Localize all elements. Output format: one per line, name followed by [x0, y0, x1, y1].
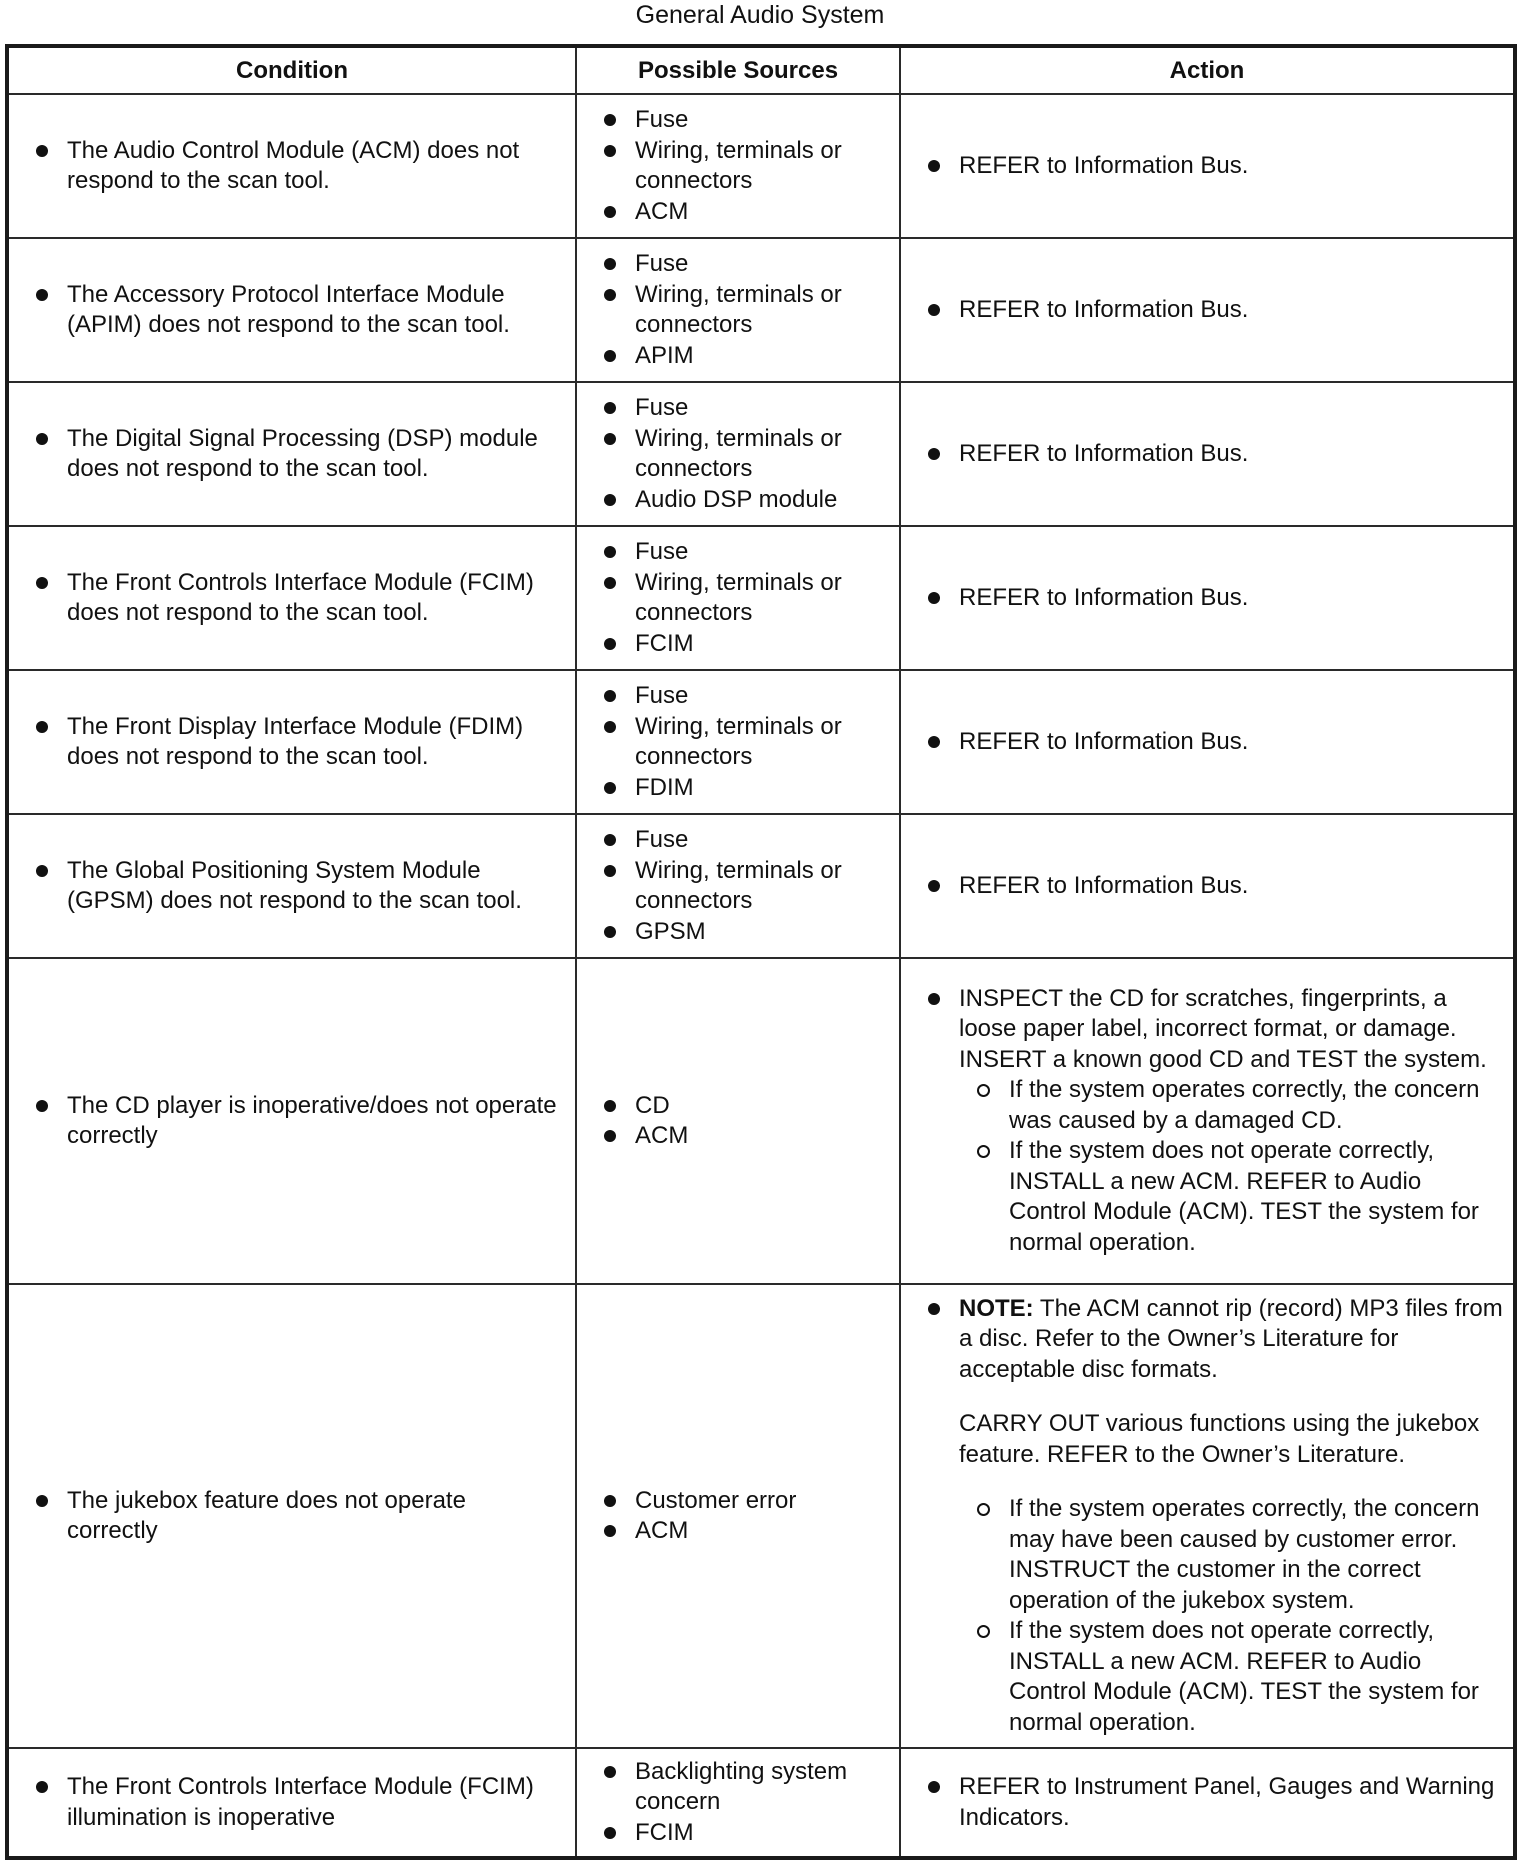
header-action: Action: [900, 46, 1515, 94]
action-cell: [900, 1284, 1515, 1748]
action-subitem: If the system operates correctly, the concern may have been caused by customer error. INSTRUCT the customer in the correct operation of the jukebox system.: [1009, 1494, 1505, 1616]
action-cell: [900, 238, 1515, 382]
condition-text: The Global Positioning System Module (GPSM) does not respond to the scan tool.: [67, 856, 563, 917]
source-item: Fuse: [635, 537, 891, 568]
action-cell: [900, 382, 1515, 526]
condition-cell: [7, 1748, 576, 1858]
condition-cell: [7, 814, 576, 958]
table-row: [7, 382, 1515, 526]
action-cell: [900, 958, 1515, 1284]
action-cell: [900, 1748, 1515, 1858]
table-header-row: [7, 46, 1515, 94]
source-item: Fuse: [635, 393, 891, 424]
source-item: Wiring, terminals or connectors: [635, 136, 891, 197]
source-item: FDIM: [635, 773, 891, 804]
condition-text: The Audio Control Module (ACM) does not respond to the scan tool.: [67, 136, 563, 197]
note-paragraph: [959, 1294, 1505, 1386]
condition-text: The Front Controls Interface Module (FCIM) does not respond to the scan tool.: [67, 568, 563, 629]
source-item: Fuse: [635, 681, 891, 712]
action-text: REFER to Information Bus.: [959, 295, 1505, 326]
source-item: Customer error: [635, 1486, 891, 1517]
action-cell: [900, 814, 1515, 958]
table-row: [7, 238, 1515, 382]
condition-text: The Front Controls Interface Module (FCIM) illumination is inoperative: [67, 1772, 563, 1833]
sources-cell: [576, 94, 900, 238]
source-item: Fuse: [635, 249, 891, 280]
action-text: REFER to Information Bus.: [959, 727, 1505, 758]
sources-cell: [576, 1284, 900, 1748]
note-label: NOTE:: [959, 1294, 1034, 1322]
action-cell: [900, 94, 1515, 238]
action-text: REFER to Information Bus.: [959, 871, 1505, 902]
condition-cell: [7, 670, 576, 814]
source-item: FCIM: [635, 1818, 891, 1849]
note-text: The ACM cannot rip (record) MP3 files from a disc. Refer to the Owner’s Literature for acceptable disc formats.: [959, 1294, 1503, 1383]
action-cell: [900, 670, 1515, 814]
source-item: CD: [635, 1091, 891, 1122]
action-text: REFER to Information Bus.: [959, 151, 1505, 182]
action-subitem: If the system does not operate correctly, INSTALL a new ACM. REFER to Audio Control Module (ACM). TEST the system for normal operation.: [1009, 1616, 1505, 1738]
condition-cell: [7, 382, 576, 526]
condition-text: The Front Display Interface Module (FDIM) does not respond to the scan tool.: [67, 712, 563, 773]
sources-cell: [576, 526, 900, 670]
condition-text: The Accessory Protocol Interface Module (APIM) does not respond to the scan tool.: [67, 280, 563, 341]
action-text: REFER to Instrument Panel, Gauges and Warning Indicators.: [959, 1772, 1505, 1833]
table-row: [7, 94, 1515, 238]
sources-cell: [576, 670, 900, 814]
action-subitem: If the system does not operate correctly, INSTALL a new ACM. REFER to Audio Control Module (ACM). TEST the system for normal operation.: [1009, 1136, 1505, 1258]
source-item: ACM: [635, 1516, 891, 1547]
table-row: [7, 1748, 1515, 1858]
sources-cell: [576, 1748, 900, 1858]
source-item: ACM: [635, 1121, 891, 1152]
header-possible-sources: Possible Sources: [576, 46, 900, 94]
source-item: Wiring, terminals or connectors: [635, 424, 891, 485]
condition-cell: [7, 526, 576, 670]
source-item: Audio DSP module: [635, 485, 891, 516]
source-item: Fuse: [635, 105, 891, 136]
condition-text: The CD player is inoperative/does not operate correctly: [67, 1091, 563, 1152]
source-item: Fuse: [635, 825, 891, 856]
source-item: FCIM: [635, 629, 891, 660]
action-subitem: If the system operates correctly, the concern was caused by a damaged CD.: [1009, 1075, 1505, 1136]
source-item: Wiring, terminals or connectors: [635, 712, 891, 773]
condition-text: The jukebox feature does not operate correctly: [67, 1486, 563, 1547]
condition-cell: [7, 94, 576, 238]
condition-cell: [7, 958, 576, 1284]
condition-text: The Digital Signal Processing (DSP) module does not respond to the scan tool.: [67, 424, 563, 485]
source-item: ACM: [635, 197, 891, 228]
source-item: Wiring, terminals or connectors: [635, 568, 891, 629]
sources-cell: [576, 958, 900, 1284]
action-text: INSPECT the CD for scratches, fingerprints, a loose paper label, incorrect format, or damage. INSERT a known good CD and TEST the system.: [959, 984, 1505, 1076]
table-row: [7, 1284, 1515, 1748]
table-row: [7, 814, 1515, 958]
condition-cell: [7, 1284, 576, 1748]
action-text: REFER to Information Bus.: [959, 439, 1505, 470]
action-text: REFER to Information Bus.: [959, 583, 1505, 614]
sources-cell: [576, 238, 900, 382]
table-row: [7, 670, 1515, 814]
source-item: Wiring, terminals or connectors: [635, 280, 891, 341]
symptom-chart-table: [5, 44, 1517, 1860]
action-text: CARRY OUT various functions using the jukebox feature. REFER to the Owner’s Literature.: [959, 1410, 1480, 1468]
source-item: Wiring, terminals or connectors: [635, 856, 891, 917]
action-cell: [900, 526, 1515, 670]
source-item: APIM: [635, 341, 891, 372]
sources-cell: [576, 814, 900, 958]
table-row: [7, 958, 1515, 1284]
table-row: [7, 526, 1515, 670]
condition-cell: [7, 238, 576, 382]
header-condition: Condition: [7, 46, 576, 94]
source-item: Backlighting system concern: [635, 1757, 891, 1818]
source-item: GPSM: [635, 917, 891, 948]
sources-cell: [576, 382, 900, 526]
page-title: General Audio System: [635, 1, 885, 29]
